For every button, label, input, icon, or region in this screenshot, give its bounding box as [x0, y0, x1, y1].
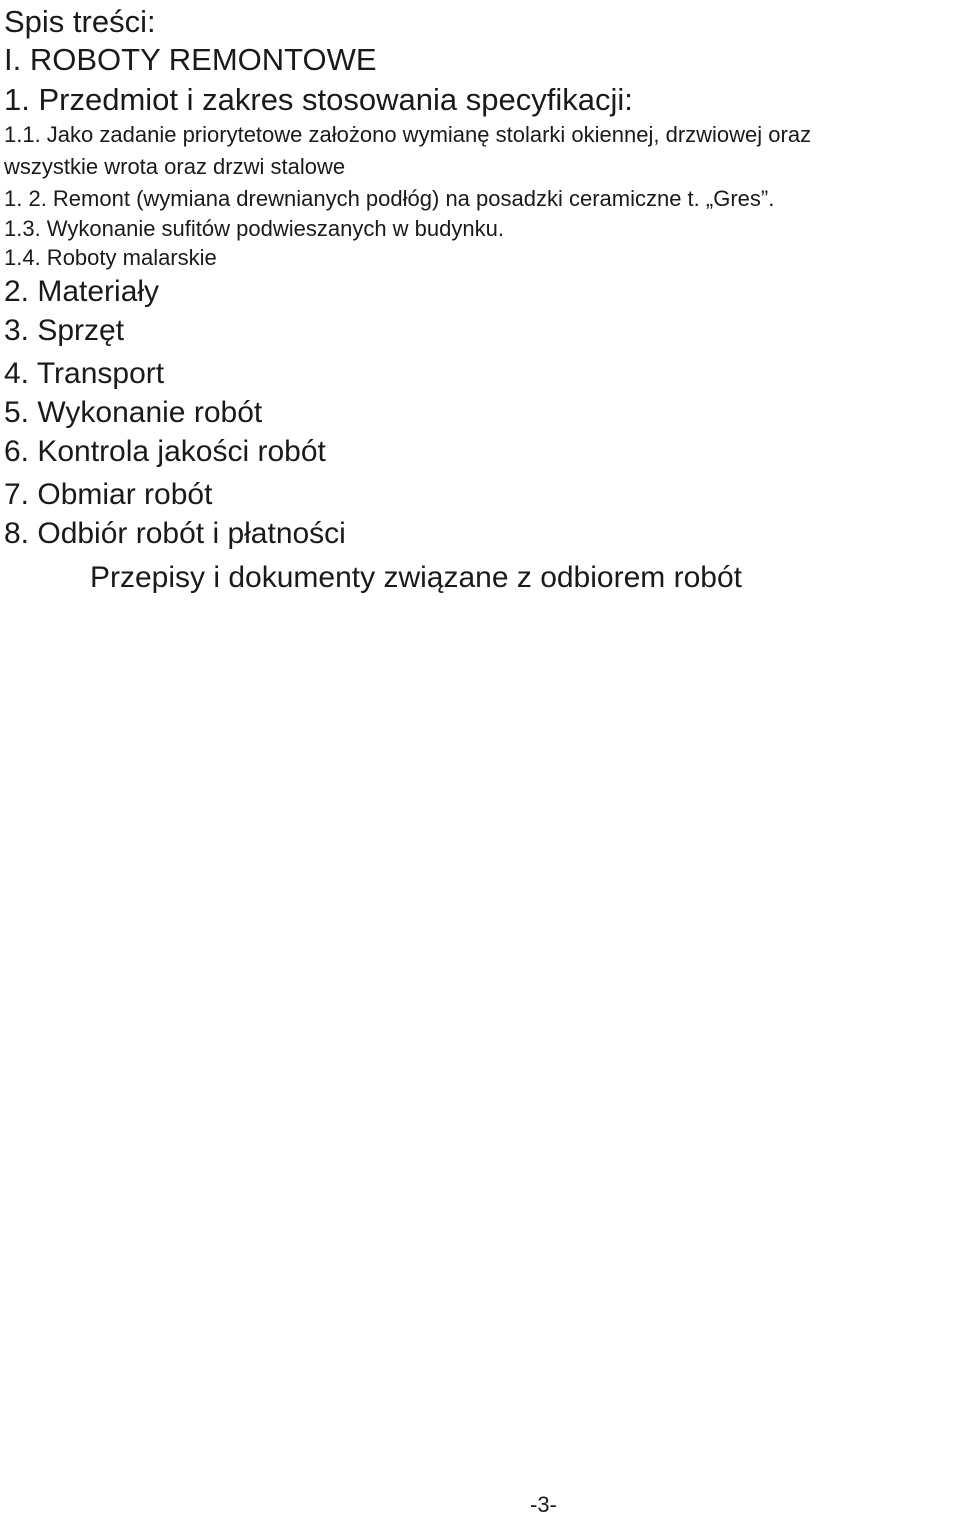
toc-item-1-2: 1. 2. Remont (wymiana drewnianych podłóg) na posadzki ceramiczne t. „Gres”.	[4, 186, 775, 211]
toc-item-1-1-line1: 1.1. Jako zadanie priorytetowe założono wymianę stolarki okiennej, drzwiowej oraz	[4, 122, 812, 147]
toc-item-4: 4. Transport	[4, 357, 165, 390]
toc-item-3: 3. Sprzęt	[4, 314, 125, 347]
toc-item-1-1-line2: wszystkie wrota oraz drzwi stalowe	[4, 154, 346, 179]
toc-item-5: 5. Wykonanie robót	[4, 396, 263, 429]
toc-heading: Spis treści:	[4, 4, 156, 39]
toc-item-8: 8. Odbiór robót i płatności	[4, 517, 346, 550]
toc-item-9: Przepisy i dokumenty związane z odbiorem robót	[90, 561, 742, 594]
toc-item-1-4: 1.4. Roboty malarskie	[4, 245, 217, 270]
section-title: I. ROBOTY REMONTOWE	[4, 42, 377, 77]
toc-item-1-3: 1.3. Wykonanie sufitów podwieszanych w budynku.	[4, 216, 504, 241]
toc-item-6: 6. Kontrola jakości robót	[4, 435, 326, 468]
page-number: -3-	[530, 1492, 557, 1517]
toc-item-7: 7. Obmiar robót	[4, 478, 213, 511]
toc-item-1: 1. Przedmiot i zakres stosowania specyfikacji:	[4, 82, 633, 117]
toc-item-2: 2. Materiały	[4, 275, 160, 308]
